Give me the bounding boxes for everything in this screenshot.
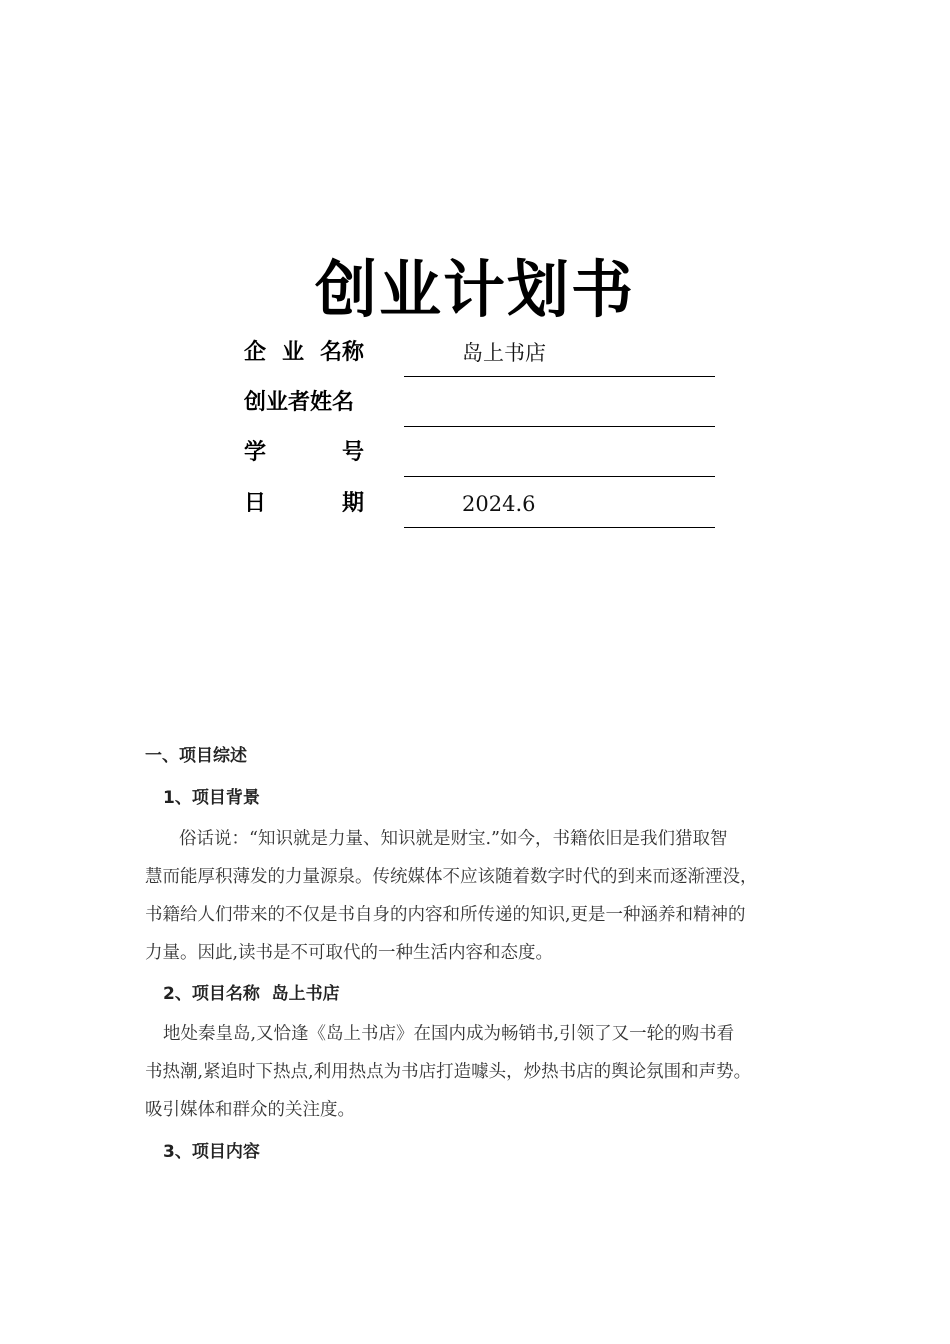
date-value: 2024.6 — [462, 492, 536, 516]
paragraph-line: 慧而能厚积薄发的力量源泉。传统媒体不应该随着数字时代的到来而逐渐湮没， — [145, 867, 758, 887]
founder-name-row — [244, 386, 716, 436]
subsection-3-heading: 3、项目内容 — [163, 1142, 260, 1162]
date-label: 日 期 — [244, 491, 364, 516]
company-name-underline — [404, 376, 715, 377]
subsection-1-heading: 1、项目背景 — [163, 788, 260, 808]
paragraph-line: 书热潮,紧追时下热点,利用热点为书店打造噱头，炒热书店的舆论氛围和声势。 — [145, 1062, 752, 1082]
company-name-row — [244, 336, 716, 386]
founder-name-underline — [404, 426, 715, 427]
paragraph-line: 地处秦皇岛,又恰逢《岛上书店》在国内成为畅销书,引领了又一轮的购书看 — [163, 1024, 735, 1044]
document-title: 创业计划书 — [314, 253, 635, 326]
company-name-label: 企 业 名称 — [244, 340, 364, 365]
student-id-underline — [404, 476, 715, 477]
student-id-row — [244, 436, 716, 486]
section-1-heading: 一、项目综述 — [145, 746, 247, 766]
company-name-value: 岛上书店 — [462, 341, 546, 365]
project-name-paragraph — [145, 1015, 815, 1129]
paragraph-line: 俗话说：“知识就是力量、知识就是财宝.”如今，书籍依旧是我们猎取智 — [179, 829, 728, 849]
date-row — [244, 487, 716, 537]
paragraph-line: 书籍给人们带来的不仅是书自身的内容和所传递的知识,更是一种涵养和精神的 — [145, 905, 746, 925]
date-underline — [404, 527, 715, 528]
paragraph-line: 吸引媒体和群众的关注度。 — [145, 1100, 355, 1120]
founder-name-label: 创业者姓名 — [244, 390, 355, 415]
paragraph-line: 力量。因此,读书是不可取代的一种生活内容和态度。 — [145, 943, 554, 963]
project-background-paragraph — [145, 820, 815, 972]
student-id-label: 学 号 — [244, 440, 364, 465]
subsection-2-heading: 2、项目名称 岛上书店 — [163, 984, 340, 1004]
